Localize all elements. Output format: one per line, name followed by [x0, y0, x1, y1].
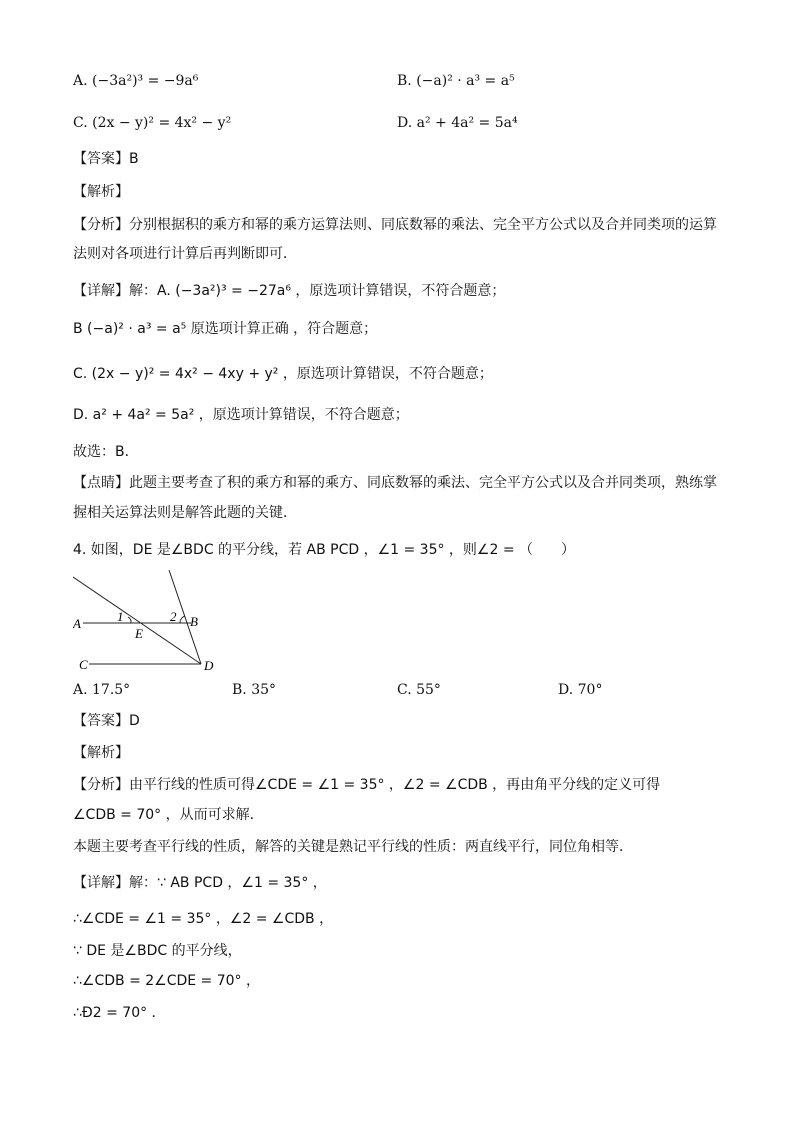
q3-analysis-header: 【解析】	[73, 184, 129, 200]
label-angle-1: 1	[117, 609, 124, 624]
q3-option-d: D. a² + 4a² = 5a⁴	[397, 115, 518, 131]
q3-detail-d: D. a² + 4a² = 5a² ，原选项计算错误，不符合题意；	[73, 407, 409, 423]
q4-option-c: C. 55°	[397, 682, 441, 698]
q4-detail-line-2: ∴∠CDE = ∠1 = 35° ，∠2 = ∠CDB ，	[73, 911, 334, 927]
q4-question: 4. 如图，DE 是∠BDC 的平分线，若 AB PCD ，∠1 = 35° ，则∠2 = （ ）	[73, 542, 576, 558]
q4-detail-line-3: ∵ DE 是∠BDC 的平分线，	[73, 943, 242, 959]
q4-analysis-line-1: 【分析】由平行线的性质可得∠CDE = ∠1 = 35° ，∠2 = ∠CDB ，再由角平分线的定义可得	[73, 777, 661, 793]
line-de	[73, 577, 201, 664]
q3-choice: 故选：B．	[73, 444, 139, 460]
q4-analysis-line-3: 本题主要考查平行线的性质，解答的关键是熟记平行线的性质：两直线平行，同位角相等．	[73, 839, 633, 855]
q4-geometry-figure	[73, 570, 243, 678]
q4-analysis-header: 【解析】	[73, 745, 129, 761]
label-b: B	[190, 614, 198, 629]
q4-option-d: D. 70°	[558, 682, 603, 698]
q3-option-a: A. (−3a²)³ = −9a⁶	[73, 73, 199, 89]
angle-1-arc	[128, 617, 131, 623]
label-c: C	[79, 657, 88, 672]
q4-analysis-line-2: ∠CDB = 70° ，从而可求解．	[73, 807, 264, 823]
q3-comment-line-1: 【点睛】此题主要考查了积的乘方和幂的乘方、同底数幂的乘法、完全平方公式以及合并同类项，熟练掌	[73, 475, 717, 491]
q3-detail-c: C. (2x − y)² = 4x² − 4xy + y² ，原选项计算错误，不符合题意；	[73, 366, 493, 382]
q3-detail-b: B (−a)² · a³ = a⁵ 原选项计算正确 ，符合题意；	[73, 321, 378, 337]
label-angle-2: 2	[170, 609, 177, 624]
q4-option-b: B. 35°	[232, 682, 277, 698]
q3-option-c: C. (2x − y)² = 4x² − y²	[73, 115, 232, 131]
q4-detail-line-1: 【详解】解：∵ AB PCD ，∠1 = 35° ，	[73, 875, 327, 891]
q3-answer: 【答案】B	[73, 151, 139, 167]
q4-option-a: A. 17.5°	[73, 682, 131, 698]
q4-detail-line-4: ∴∠CDB = 2∠CDE = 70° ，	[73, 973, 261, 989]
q3-analysis-line-2: 法则对各项进行计算后再判断即可．	[73, 246, 297, 262]
q4-detail-line-5: ∴Ð2 = 70° ．	[73, 1005, 166, 1021]
label-e: E	[135, 626, 143, 641]
q3-analysis-line-1: 【分析】分别根据积的乘方和幂的乘方运算法则、同底数幂的乘法、完全平方公式以及合并同类项的运算	[73, 217, 717, 233]
label-d: D	[204, 658, 214, 673]
label-a: A	[73, 616, 81, 631]
q3-option-b: B. (−a)² · a³ = a⁵	[397, 73, 515, 89]
q3-comment-line-2: 握相关运算法则是解答此题的关键．	[73, 505, 297, 521]
q4-answer: 【答案】D	[73, 713, 140, 729]
q3-detail-a: 【详解】解：A. (−3a²)³ = −27a⁶ ，原选项计算错误，不符合题意；	[73, 283, 506, 299]
angle-2-arc	[180, 616, 185, 623]
